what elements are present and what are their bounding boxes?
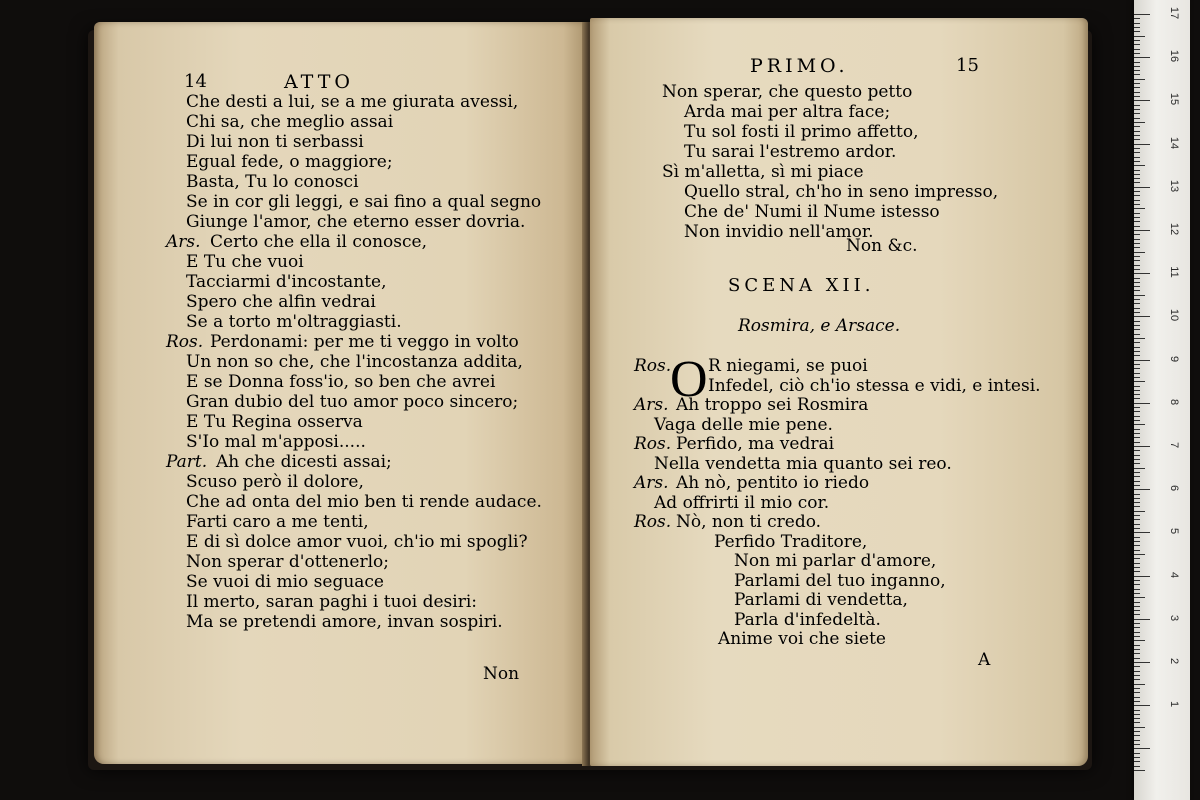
ruler-tick (1134, 364, 1140, 365)
verse-line: Perfido Traditore, (714, 531, 868, 552)
ruler-tick (1134, 377, 1140, 378)
ruler-tick (1134, 671, 1140, 672)
ruler-tick (1134, 100, 1150, 101)
ruler-tick (1134, 36, 1145, 37)
ruler-tick (1134, 649, 1140, 650)
speaker-label: Ars. (166, 232, 201, 252)
ruler-tick (1134, 740, 1140, 741)
ruler-tick (1134, 23, 1140, 24)
ruler-tick (1134, 70, 1140, 71)
ruler-tick (1134, 62, 1140, 63)
ruler-tick (1134, 632, 1140, 633)
ruler-tick (1134, 744, 1140, 745)
ruler-tick (1134, 66, 1140, 67)
ruler-tick (1134, 386, 1140, 387)
ruler-tick (1134, 442, 1140, 443)
ruler-tick (1134, 563, 1140, 564)
ruler-tick (1134, 204, 1140, 205)
verse-line: Nò, non ti credo. (676, 512, 822, 532)
ruler-tick (1134, 701, 1140, 702)
ruler-tick (1134, 87, 1140, 88)
ruler-tick (1134, 459, 1140, 460)
ruler-tick (1134, 541, 1140, 542)
ruler-tick (1134, 485, 1140, 486)
verse-line: Che desti a lui, se a me giurata avessi, (186, 92, 519, 112)
ruler-tick (1134, 519, 1140, 520)
ruler-tick (1134, 753, 1140, 754)
ruler-tick (1134, 640, 1145, 641)
ruler-tick (1134, 40, 1140, 41)
ruler-tick (1134, 489, 1150, 490)
ruler-tick (1134, 537, 1140, 538)
speaker-label: Ros. (634, 434, 672, 454)
verse-line: R niegami, se puoi (708, 356, 868, 376)
ruler-tick (1134, 308, 1140, 309)
ruler-tick (1134, 295, 1145, 296)
ruler-tick (1134, 437, 1140, 438)
ruler-tick (1134, 355, 1140, 356)
ruler-tick (1134, 692, 1140, 693)
scene-title: SCENA XII. (728, 275, 875, 296)
verse-line: Se in cor gli leggi, e sai fino a qual segno (186, 192, 542, 212)
ruler-number: 11 (1168, 266, 1180, 278)
ruler-tick (1134, 144, 1150, 145)
ruler-tick (1134, 614, 1140, 615)
verse-line: Perdonami: per me ti veggo in volto (210, 332, 519, 352)
ruler-tick (1134, 178, 1140, 179)
ruler-number: 4 (1168, 571, 1180, 578)
ruler-tick (1134, 329, 1140, 330)
ruler-tick (1134, 347, 1140, 348)
ruler-tick (1134, 636, 1140, 637)
ruler-number: 15 (1168, 93, 1180, 106)
ruler-tick (1134, 195, 1140, 196)
ruler-tick (1134, 424, 1145, 425)
speaker-label: Ros. (634, 512, 672, 532)
ruler-tick (1134, 494, 1140, 495)
ruler-tick (1134, 265, 1140, 266)
ruler-tick (1134, 684, 1145, 685)
ruler-tick (1134, 735, 1140, 736)
verse-line: Infedel, ciò ch'io stessa e vidi, e intesi. (708, 375, 1041, 396)
ruler-tick (1134, 148, 1140, 149)
verse-line: Egual fede, o maggiore; (186, 152, 393, 172)
ruler-tick (1134, 118, 1140, 119)
ruler-tick (1134, 554, 1145, 555)
ruler-tick (1134, 420, 1140, 421)
ruler-number: 5 (1168, 528, 1180, 535)
verse-line: E di sì dolce amor vuoi, ch'io mi spogli? (186, 532, 528, 552)
ruler-tick (1134, 338, 1145, 339)
verse-line: E Tu che vuoi (186, 252, 304, 272)
ruler-tick (1134, 368, 1140, 369)
verse-line: E se Donna foss'io, so ben che avrei (186, 372, 496, 392)
ruler-tick (1134, 278, 1140, 279)
ruler-number: 9 (1168, 355, 1180, 362)
ruler-tick (1134, 373, 1140, 374)
verse-line: Gran dubio del tuo amor poco sincero; (186, 392, 519, 412)
ruler-tick (1134, 416, 1140, 417)
ruler-tick (1134, 191, 1140, 192)
ruler-tick (1134, 290, 1140, 291)
ruler-number: 13 (1168, 179, 1180, 192)
ruler-tick (1134, 286, 1140, 287)
ruler-tick (1134, 161, 1140, 162)
verse-line: Non mi parlar d'amore, (734, 551, 937, 571)
ruler-tick (1134, 688, 1140, 689)
ruler-tick (1134, 567, 1140, 568)
ruler-tick (1134, 472, 1140, 473)
ruler-tick (1134, 321, 1140, 322)
ruler-tick (1134, 152, 1140, 153)
ruler-tick (1134, 44, 1140, 45)
verse-line: Ad offrirti il mio cor. (654, 492, 830, 513)
verse-line: Vaga delle mie pene. (654, 414, 833, 435)
ruler-tick (1134, 731, 1140, 732)
ruler-tick (1134, 550, 1140, 551)
ruler-tick (1134, 394, 1140, 395)
ruler-tick (1134, 157, 1140, 158)
ruler-tick (1134, 282, 1140, 283)
ruler-tick (1134, 273, 1150, 274)
ruler-tick (1134, 208, 1145, 209)
ruler-tick (1134, 722, 1140, 723)
verse-line: Ah nò, pentito io riedo (676, 473, 870, 493)
ruler-tick (1134, 299, 1140, 300)
ruler-tick (1134, 697, 1140, 698)
ruler-tick (1134, 200, 1140, 201)
ruler-number: 8 (1168, 398, 1180, 405)
ruler-number: 17 (1168, 6, 1180, 20)
verse-line: Farti caro a me tenti, (186, 512, 369, 532)
ruler-tick (1134, 96, 1140, 97)
verse-line: Parlami di vendetta, (734, 590, 908, 610)
ruler-tick (1134, 342, 1140, 343)
ruler-tick (1134, 446, 1150, 447)
ruler-tick (1134, 571, 1140, 572)
ruler-tick (1134, 645, 1140, 646)
ruler-tick (1134, 243, 1140, 244)
ruler-tick (1134, 679, 1140, 680)
verse-line: Basta, Tu lo conosci (186, 172, 359, 192)
ruler-tick (1134, 234, 1140, 235)
ruler-tick (1134, 623, 1140, 624)
ruler-tick (1134, 226, 1140, 227)
ruler-number: 3 (1168, 614, 1180, 621)
ruler-tick (1134, 131, 1140, 132)
verse-line: Spero che alfin vedrai (186, 292, 376, 312)
ruler-tick (1134, 252, 1145, 253)
ruler-tick (1134, 580, 1140, 581)
speaker-label: Ros. (634, 356, 672, 376)
ruler-tick (1134, 74, 1140, 75)
ruler-tick (1134, 187, 1150, 188)
ruler-tick (1134, 403, 1150, 404)
ruler-tick (1134, 766, 1140, 767)
ruler-tick (1134, 105, 1140, 106)
ruler-tick (1134, 217, 1140, 218)
verse-line: Anime voi che siete (718, 629, 886, 649)
ruler-tick (1134, 230, 1150, 231)
ruler-tick (1134, 727, 1145, 728)
ruler-tick (1134, 126, 1140, 127)
ruler-tick (1134, 481, 1140, 482)
ruler-tick (1134, 528, 1140, 529)
ruler-tick (1134, 27, 1140, 28)
verse-line: Ah troppo sei Rosmira (676, 395, 869, 415)
ruler-tick (1134, 221, 1140, 222)
ruler-tick (1134, 705, 1150, 706)
aria-line: Sì m'alletta, sì mi piace (662, 162, 864, 182)
ruler-tick (1134, 398, 1140, 399)
verse-line: Nella vendetta mia quanto sei reo. (654, 453, 952, 474)
verse-line: Perfido, ma vedrai (676, 434, 835, 454)
ruler-number: 7 (1168, 441, 1180, 449)
verse-line: Chi sa, che meglio assai (186, 112, 394, 132)
ruler-tick (1134, 653, 1140, 654)
ruler-tick (1134, 174, 1140, 175)
ruler-tick (1134, 718, 1140, 719)
ruler-tick (1134, 619, 1150, 620)
ruler-tick (1134, 558, 1140, 559)
ruler-tick (1134, 113, 1140, 114)
ruler-number: 2 (1168, 657, 1180, 665)
ruler-tick (1134, 312, 1140, 313)
ruler-tick (1134, 325, 1140, 326)
ruler-tick (1134, 247, 1140, 248)
ruler-tick (1134, 57, 1150, 58)
scene-characters: Rosmira, e Arsace. (738, 316, 901, 336)
aria-line: Tu sol fosti il primo affetto, (684, 122, 919, 142)
ruler-tick (1134, 351, 1140, 352)
ruler-number: 10 (1168, 309, 1180, 322)
ruler-tick (1134, 511, 1145, 512)
speaker-label: Part. (166, 452, 208, 472)
ruler-tick (1134, 411, 1140, 412)
ruler-tick (1134, 675, 1140, 676)
ruler-tick (1134, 710, 1140, 711)
ruler-tick (1134, 589, 1140, 590)
ruler-number: 14 (1168, 136, 1180, 149)
verse-line: Scuso però il dolore, (186, 472, 364, 492)
ruler-tick (1134, 14, 1150, 15)
verse-line: Un non so che, che l'incostanza addita, (186, 352, 523, 372)
ruler-tick (1134, 606, 1140, 607)
verse-line: Se a torto m'oltraggiasti. (186, 312, 402, 332)
speaker-label: Ars. (634, 473, 669, 493)
aria-line: Che de' Numi il Nume istesso (684, 202, 940, 222)
ruler-tick (1134, 658, 1140, 659)
ruler-tick (1134, 627, 1140, 628)
ruler-tick (1134, 390, 1140, 391)
ruler-tick (1134, 545, 1140, 546)
ruler-tick (1134, 165, 1145, 166)
aria-line: Non invidio nell'amor. (684, 222, 874, 242)
verse-line: Ah che dicesti assai; (216, 452, 392, 472)
ruler-tick (1134, 597, 1145, 598)
verse-line: E Tu Regina osserva (186, 412, 363, 432)
measuring-ruler (1134, 0, 1190, 800)
ruler-tick (1134, 407, 1140, 408)
verse-line: Tacciarmi d'incostante, (186, 272, 387, 292)
ruler-tick (1134, 498, 1140, 499)
ruler-tick (1134, 31, 1140, 32)
ruler-tick (1134, 135, 1140, 136)
ruler-tick (1134, 109, 1140, 110)
ruler-tick (1134, 269, 1140, 270)
ruler-tick (1134, 502, 1140, 503)
ruler-tick (1134, 316, 1150, 317)
ruler-number: 12 (1168, 222, 1180, 236)
aria-end: Non &c. (846, 236, 918, 256)
ruler-tick (1134, 49, 1140, 50)
left-page-header: ATTO (284, 71, 354, 93)
verse-line: Non sperar d'ottenerlo; (186, 552, 389, 572)
verse-line: Il merto, saran paghi i tuoi desiri: (186, 592, 477, 612)
ruler-tick (1134, 334, 1140, 335)
ruler-tick (1134, 463, 1140, 464)
ruler-tick (1134, 602, 1140, 603)
verse-line: Che ad onta del mio ben ti rende audace. (186, 492, 542, 512)
speaker-label: Ros. (166, 332, 204, 352)
ruler-tick (1134, 53, 1140, 54)
aria-line: Arda mai per altra face; (684, 102, 891, 122)
aria-line: Tu sarai l'estremo ardor. (684, 142, 897, 162)
verse-line: Parlami del tuo inganno, (734, 570, 946, 591)
left-page-number: 14 (184, 71, 207, 92)
right-page-number: 15 (956, 55, 979, 76)
ruler-tick (1134, 468, 1145, 469)
verse-line: Di lui non ti serbassi (186, 132, 364, 152)
ruler-tick (1134, 757, 1140, 758)
ruler-tick (1134, 532, 1150, 533)
ruler-tick (1134, 662, 1150, 663)
verse-line: Certo che ella il conosce, (210, 232, 427, 252)
ruler-number: 6 (1168, 485, 1180, 492)
ruler-tick (1134, 303, 1140, 304)
ruler-tick (1134, 429, 1140, 430)
ruler-tick (1134, 256, 1140, 257)
signature-mark: A (978, 650, 991, 670)
ruler-tick (1134, 476, 1140, 477)
verse-line: Giunge l'amor, che eterno esser dovria. (186, 212, 526, 232)
ruler-tick (1134, 182, 1140, 183)
ruler-tick (1134, 666, 1140, 667)
ruler-tick (1134, 92, 1140, 93)
drop-cap-letter: O (670, 351, 708, 408)
speaker-label: Ars. (634, 395, 669, 415)
ruler-tick (1134, 761, 1140, 762)
ruler-tick (1134, 360, 1150, 361)
ruler-tick (1134, 610, 1140, 611)
ruler-tick (1134, 79, 1145, 80)
verse-line: S'Io mal m'apposi..... (186, 432, 366, 452)
aria-line: Non sperar, che questo petto (662, 82, 913, 102)
aria-line: Quello stral, ch'ho in seno impresso, (684, 182, 999, 202)
ruler-tick (1134, 213, 1140, 214)
ruler-tick (1134, 506, 1140, 507)
ruler-tick (1134, 433, 1140, 434)
ruler-tick (1134, 18, 1140, 19)
ruler-tick (1134, 381, 1145, 382)
ruler-tick (1134, 450, 1140, 451)
ruler-tick (1134, 83, 1140, 84)
ruler-tick (1134, 593, 1140, 594)
ruler-tick (1134, 455, 1140, 456)
ruler-tick (1134, 576, 1150, 577)
ruler-tick (1134, 122, 1145, 123)
right-page-header: PRIMO. (750, 55, 849, 77)
ruler-tick (1134, 714, 1140, 715)
ruler-number: 1 (1168, 701, 1180, 708)
ruler-tick (1134, 515, 1140, 516)
ruler-tick (1134, 748, 1150, 749)
ruler-tick (1134, 170, 1140, 171)
ruler-tick (1134, 770, 1145, 771)
verse-line: Ma se pretendi amore, invan sospiri. (186, 612, 503, 632)
verse-line: Se vuoi di mio seguace (186, 572, 384, 592)
ruler-tick (1134, 239, 1140, 240)
verse-line: Parla d'infedeltà. (734, 609, 881, 630)
ruler-tick (1134, 139, 1140, 140)
ruler-tick (1134, 584, 1140, 585)
ruler-number: 16 (1168, 50, 1180, 63)
ruler-tick (1134, 524, 1140, 525)
ruler-tick (1134, 260, 1140, 261)
left-catchword: Non (483, 664, 520, 684)
